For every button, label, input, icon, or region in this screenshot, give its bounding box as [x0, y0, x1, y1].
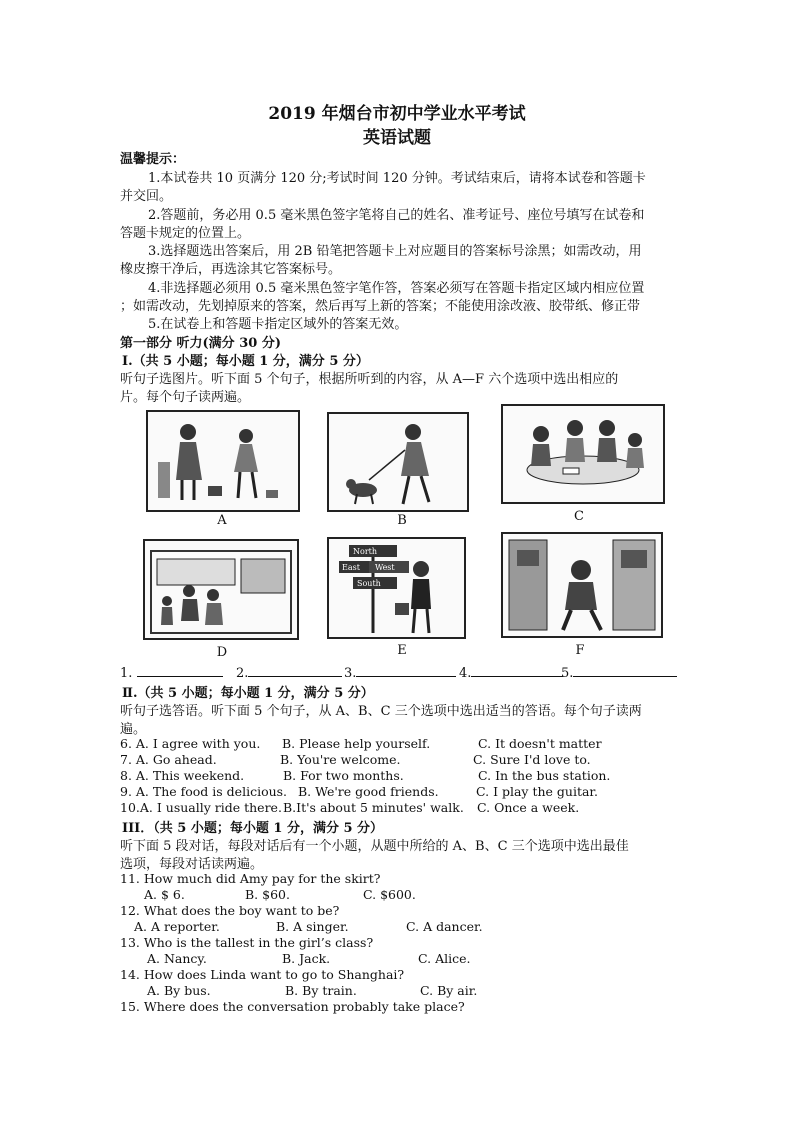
picture-label: B [397, 513, 407, 528]
part1-heading: 第一部分 听力(满分 30 分) [120, 336, 281, 351]
tip-line: 5.在试卷上和答题卡指定区域外的答案无效。 [148, 317, 408, 332]
tip-line: 2.答题前，务必用 0.5 毫米黑色签字笔将自己的姓名、准考证号、座位号填写在试卷和 [148, 208, 645, 223]
q11-question: 11. How much did Amy pay for the skirt? [120, 871, 381, 886]
sign-west: West [375, 563, 395, 572]
q9-option-c[interactable]: C. I play the guitar. [476, 784, 599, 799]
q13-question: 13. Who is the tallest in the girl’s class? [120, 935, 374, 950]
picture-d-bus [143, 539, 299, 640]
q8-option-c[interactable]: C. In the bus station. [478, 768, 611, 783]
picture-label: E [397, 643, 407, 658]
section1-instruction: 片。每个句子读两遍。 [120, 390, 251, 405]
answer-blank-2[interactable]: 2. [236, 664, 342, 681]
answer-blank-5[interactable]: 5. [561, 664, 677, 681]
q14-question: 14. How does Linda want to go to Shanghai? [120, 967, 405, 982]
picture-b-walking-dog [327, 412, 469, 512]
q9-option-b[interactable]: B. We're good friends. [298, 784, 439, 799]
q13-option-b[interactable]: B. Jack. [282, 951, 331, 966]
q10-option-c[interactable]: C. Once a week. [477, 800, 580, 815]
q12-option-b[interactable]: B. A singer. [276, 919, 349, 934]
q7-option-b[interactable]: B. You're welcome. [280, 752, 401, 767]
picture-label: D [216, 645, 228, 660]
sign-south: South [357, 579, 381, 588]
picture-a-shopping [146, 410, 300, 512]
tips-heading: 温馨提示： [120, 152, 186, 167]
answer-blank-4[interactable]: 4. [459, 664, 563, 681]
q12-option-a[interactable]: A. A reporter. [134, 919, 220, 934]
tip-line: 橡皮擦干净后，再选涂其它答案标号。 [120, 262, 342, 277]
picture-label: A [217, 513, 227, 528]
section2-heading: Ⅱ.（共 5 小题；每小题 1 分，满分 5 分） [122, 686, 374, 701]
tip-line: 答题卡规定的位置上。 [120, 226, 251, 241]
q14-option-b[interactable]: B. By train. [285, 983, 357, 998]
tip-line: ；如需改动，先划掉原来的答案，然后再写上新的答案；不能使用涂改液、胶带纸、修正带 [120, 299, 641, 314]
q13-option-c[interactable]: C. Alice. [418, 951, 471, 966]
sign-north: North [353, 547, 378, 556]
picture-label: C [574, 509, 584, 524]
answer-blank-3[interactable]: 3. [344, 664, 456, 681]
answer-blank-1[interactable]: 1. [120, 664, 223, 681]
picture-e-signpost [327, 537, 466, 639]
section1-instruction: 听句子选图片。听下面 5 个句子，根据所听到的内容，从 A—F 六个选项中选出相应的 [120, 372, 619, 387]
q14-option-c[interactable]: C. By air. [420, 983, 478, 998]
tip-line: 并交回。 [120, 189, 173, 204]
picture-label: F [575, 643, 585, 658]
q11-option-a[interactable]: A. $ 6. [144, 887, 185, 902]
section2-instruction: 遍。 [120, 722, 147, 737]
sign-east: East [342, 563, 360, 572]
q13-option-a[interactable]: A. Nancy. [147, 951, 207, 966]
picture-f-boy-street [501, 532, 663, 638]
tip-line: 1.本试卷共 10 页满分 120 分;考试时间 120 分钟。考试结束后，请将本试卷和答题卡 [148, 171, 646, 186]
q10-option-a[interactable]: 10.A. I usually ride there. [120, 800, 282, 815]
q9-option-a[interactable]: 9. A. The food is delicious. [120, 784, 288, 799]
q15-question: 15. Where does the conversation probably take place? [120, 999, 465, 1014]
section3-heading: III．（共 5 小题；每小题 1 分，满分 5 分） [122, 821, 384, 836]
q8-option-b[interactable]: B. For two months. [283, 768, 404, 783]
picture-c-group-meeting [501, 404, 665, 504]
q11-option-b[interactable]: B. $60. [245, 887, 290, 902]
q12-question: 12. What does the boy want to be? [120, 903, 340, 918]
tip-line: 4.非选择题必须用 0.5 毫米黑色签字笔作答，答案必须写在答题卡指定区域内相应位置 [148, 281, 645, 296]
q14-option-a[interactable]: A. By bus. [147, 983, 211, 998]
tip-line: 3.选择题选出答案后，用 2B 铅笔把答题卡上对应题目的答案标号涂黑；如需改动，用 [148, 244, 642, 259]
section2-instruction: 听句子选答语。听下面 5 个句子，从 A、B、C 三个选项中选出适当的答语。每个句子读两 [120, 704, 642, 719]
q8-option-a[interactable]: 8. A. This weekend. [120, 768, 245, 783]
exam-title: 2019 年烟台市初中学业水平考试 [268, 104, 526, 124]
q6-option-c[interactable]: C. It doesn't matter [478, 736, 602, 751]
q11-option-c[interactable]: C. $600. [363, 887, 416, 902]
q7-option-c[interactable]: C. Sure I'd love to. [473, 752, 591, 767]
q7-option-a[interactable]: 7. A. Go ahead. [120, 752, 217, 767]
section3-instruction: 选项，每段对话读两遍。 [120, 857, 264, 872]
q10-option-b[interactable]: B.It's about 5 minutes' walk. [283, 800, 464, 815]
section3-instruction: 听下面 5 段对话，每段对话后有一个小题，从题中所给的 A、B、C 三个选项中选出最佳 [120, 839, 629, 854]
section1-heading: Ⅰ.（共 5 小题；每小题 1 分，满分 5 分） [122, 354, 369, 369]
q6-option-a[interactable]: 6. A. I agree with you. [120, 736, 261, 751]
q6-option-b[interactable]: B. Please help yourself. [282, 736, 431, 751]
exam-subtitle: 英语试题 [363, 128, 431, 148]
q12-option-c[interactable]: C. A dancer. [406, 919, 483, 934]
